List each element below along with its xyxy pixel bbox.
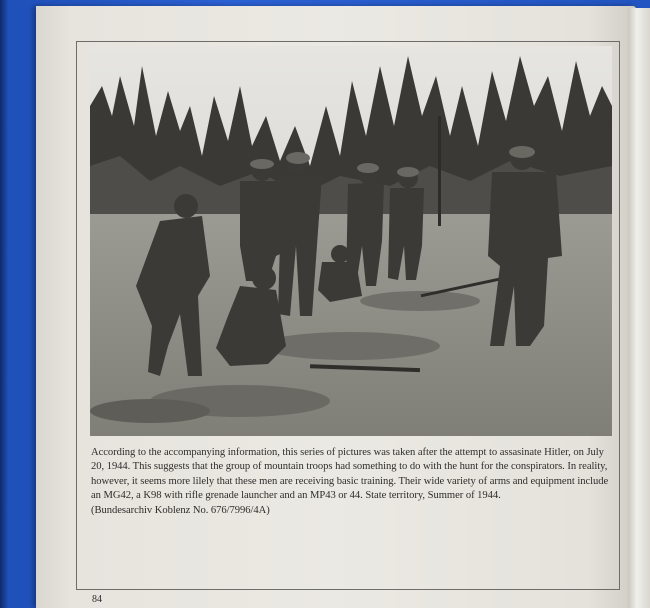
cover-edge <box>0 0 8 608</box>
page-stack-edge <box>628 8 650 608</box>
photo-caption <box>91 446 611 518</box>
page-number: 84 <box>92 594 102 605</box>
historical-photograph <box>90 46 612 436</box>
caption-credit: (Bundesarchiv Koblenz No. 676/7996/4A) <box>91 504 270 516</box>
photo-illustration <box>90 46 612 436</box>
caption-text: According to the accompanying information, this series of pictures was taken after the attempt to assasinate Hitler, on July 20, 1944. This suggests that the group of mountain troops had something to do with the hunt for the conspirators. In reality, however, it seems more lilely that these men are receiving basic training. Their wide variety of arms and equipment include an MG42, a K98 with rifle grenade launcher and an MP43 or 44. State territory, Summer of 1944. <box>91 447 609 502</box>
